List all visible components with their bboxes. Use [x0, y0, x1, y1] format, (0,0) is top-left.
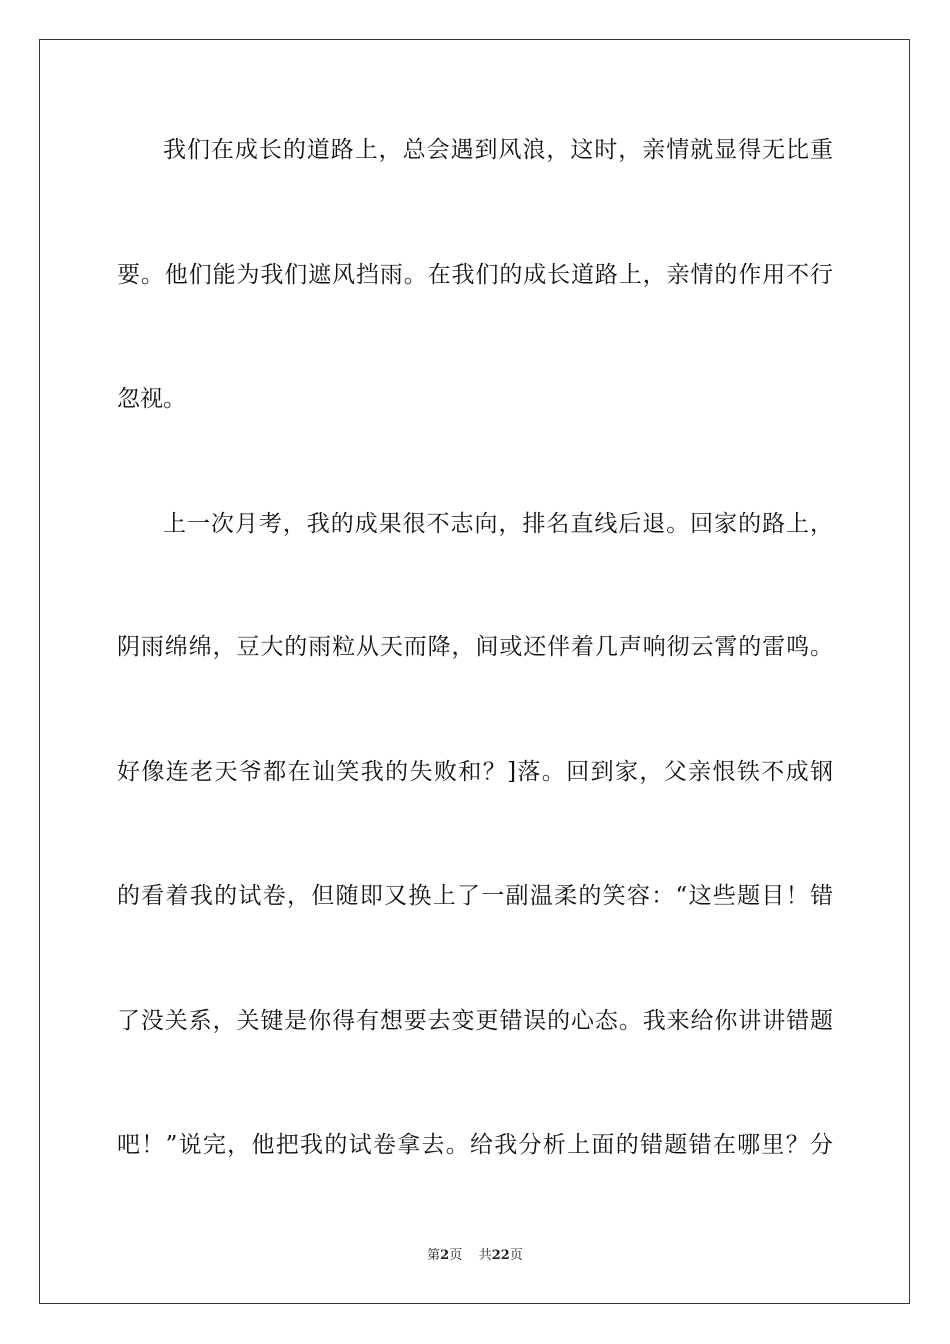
footer-total-suffix: 页	[509, 1248, 523, 1263]
footer-page-number: 2	[440, 1248, 450, 1263]
text-line-3: 忽视。	[117, 386, 186, 412]
page-frame	[39, 39, 910, 1304]
text-line-1: 我们在成长的道路上，总会遇到风浪，这时，亲情就显得无比重	[163, 137, 833, 163]
page-footer	[0, 1246, 950, 1266]
footer-total-number: 22	[491, 1248, 510, 1263]
text-line-9: 吧！”说完，他把我的试卷拿去。给我分析上面的错题错在哪里？分	[117, 1132, 833, 1158]
text-line-2: 要。他们能为我们遮风挡雨。在我们的成长道路上，亲情的作用不行	[117, 262, 833, 288]
footer-total-prefix: 共	[478, 1248, 492, 1263]
footer-page-suffix: 页	[449, 1248, 463, 1263]
text-line-8: 了没关系，关键是你得有想要去变更错误的心态。我来给你讲讲错题	[117, 1008, 833, 1034]
text-line-6: 好像连老天爷都在讪笑我的失败和？]落。回到家，父亲恨铁不成钢	[117, 759, 833, 785]
text-line-4: 上一次月考，我的成果很不志向，排名直线后退。回家的路上，	[163, 511, 833, 537]
footer-page-prefix: 第	[427, 1248, 441, 1263]
text-line-5: 阴雨绵绵，豆大的雨粒从天而降，间或还伴着几声响彻云霄的雷鸣。	[117, 634, 833, 660]
text-line-7: 的看着我的试卷，但随即又换上了一副温柔的笑容：“这些题目！错	[117, 883, 833, 909]
